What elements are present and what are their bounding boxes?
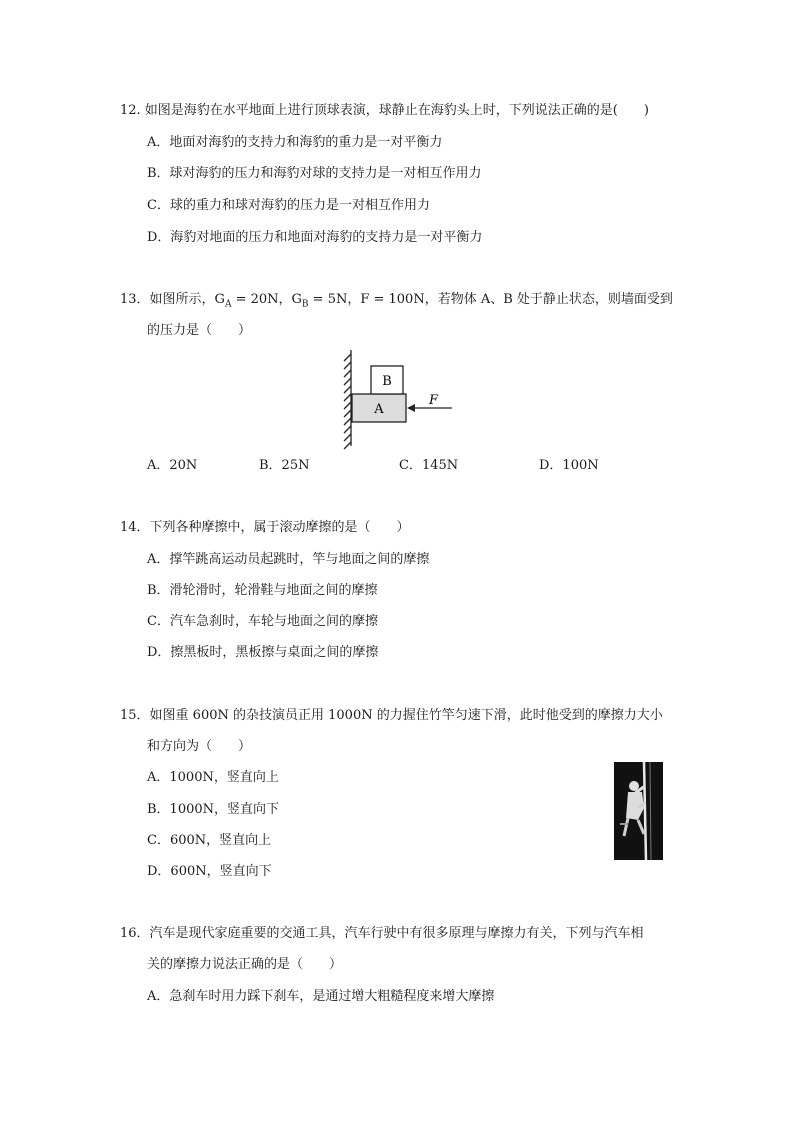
question-12-stem: 12. 如图是海豹在水平地面上进行顶球表演，球静止在海豹头上时，下列说法正确的是( ) [120,103,649,118]
question-15-option-b: B．1000N，竖直向下 [147,802,280,817]
question-14-stem: 14．下列各种摩擦中，属于滚动摩擦的是（ ） [120,520,410,535]
question-13-stem [120,290,673,315]
question-12-option-c: C．球的重力和球对海豹的压力是一对相互作用力 [147,198,430,213]
acrobat-pole-image [614,762,663,860]
question-16-stem-line1: 16．汽车是现代家庭重要的交通工具，汽车行驶中有很多原理与摩擦力有关，下列与汽车相 [120,926,644,941]
gb-value: = 5N，F = 100N，若物体 A、B 处于静止状态，则墙面受到 [308,292,673,307]
wall-hatching [344,350,351,449]
block-b-label: B [382,374,392,389]
ga-subscript: A [224,299,232,310]
question-13-option-c: C．145N [399,458,459,473]
question-13-stem-prefix: 13．如图所示，G [120,292,225,307]
question-15-option-d: D．600N，竖直向下 [147,864,272,879]
block-a-label: A [374,402,384,417]
wall-block-figure [335,350,460,450]
question-14-option-a: A．撑竿跳高运动员起跳时，竿与地面之间的摩擦 [147,552,430,567]
question-13-option-b: B．25N [259,458,310,473]
question-14-option-b: B．滑轮滑时，轮滑鞋与地面之间的摩擦 [147,583,378,598]
question-15-option-c: C．600N，竖直向上 [147,833,272,848]
question-12-option-b: B．球对海豹的压力和海豹对球的支持力是一对相互作用力 [147,166,482,181]
ga-value: = 20N，G [231,292,302,307]
question-13-stem-line2: 的压力是（ ） [147,323,252,338]
question-15-stem-line1: 15．如图重 600N 的杂技演员正用 1000N 的力握住竹竿匀速下滑，此时他受到的摩擦力大小 [120,708,663,723]
question-12-option-a: A．地面对海豹的支持力和海豹的重力是一对平衡力 [147,135,443,150]
question-16-option-a: A．急刹车时用力踩下刹车，是通过增大粗糙程度来增大摩擦 [147,989,495,1004]
question-14-option-c: C．汽车急刹时，车轮与地面之间的摩擦 [147,614,378,629]
question-14-option-d: D．擦黑板时，黑板擦与桌面之间的摩擦 [147,645,379,660]
force-arrowhead [407,404,415,412]
gb-subscript: B [301,299,309,310]
question-15-stem-line2: 和方向为（ ） [147,739,252,754]
question-15-option-a: A．1000N，竖直向上 [147,770,279,785]
question-12-option-d: D．海豹对地面的压力和地面对海豹的支持力是一对平衡力 [147,230,483,245]
force-label: F [429,393,439,408]
question-16-stem-line2: 关的摩擦力说法正确的是（ ） [147,957,343,972]
question-13-option-a: A．20N [147,458,198,473]
question-13-option-d: D．100N [539,458,599,473]
